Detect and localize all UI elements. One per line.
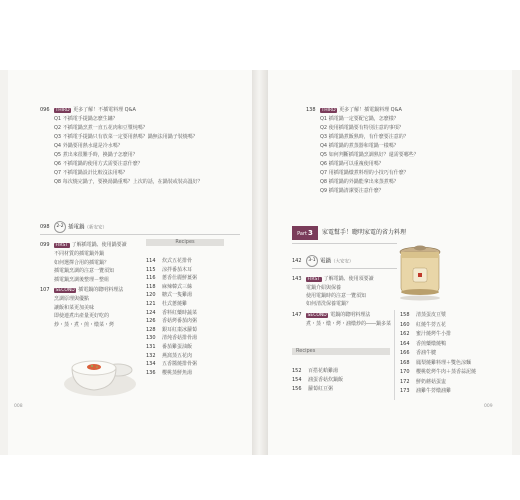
recipe-page-num: 114: [146, 258, 156, 264]
qa-item: Q4 插電鍋的煮蒸器和電鍋一樣嗎？: [320, 143, 399, 149]
recipe-name: 五香醬燒排骨粥: [162, 361, 198, 368]
qa-item: Q9 插電鍋清潔要注意什麼？: [320, 188, 384, 194]
recipe-page-num: 162: [400, 331, 410, 337]
chapter-title: 電鍋: [320, 258, 332, 265]
qa-title: 更多了解！不插電料理 Q&A: [73, 107, 136, 113]
qa-item: Q2 使用插電鍋要有特別注意的事項？: [320, 125, 404, 131]
chapter-subtitle: （新安安）: [84, 225, 108, 231]
recipe-page-num: 166: [400, 350, 410, 356]
qa-item: Q3 不插電手提鍋只有放菜一定要用熱嗎？鍋無法用鍋子裝燒嗎？: [54, 134, 198, 140]
rice-cooker-image: [398, 240, 442, 302]
book-gutter: [252, 70, 268, 455]
first-item: 如何清洗保養電鍋？: [306, 301, 352, 307]
recipe-page-num: 134: [146, 361, 156, 368]
first-title: 了解電鍋、使用須要讀: [323, 276, 374, 282]
recipe-page-num: 132: [146, 352, 156, 359]
qa-heading: [320, 107, 402, 113]
qa-item: Q8 每次燒完鍋子，要換湯鍋重嗎？上次的話，在鍋裝或裝高溫好？: [54, 179, 203, 185]
first-heading: [54, 242, 127, 248]
first-item: 插電鍋烹調的注意一覽須知: [54, 268, 115, 274]
recipe-name: 櫻桃乾烤牛肉＋蒸香蒜泥燒: [416, 369, 477, 375]
recipe-page-num: 116: [146, 275, 156, 282]
recipe-page-num: 172: [400, 378, 410, 385]
recipe-name: 滷蛋香菇炊鍋飯: [308, 377, 344, 383]
second-item: 即使連煮出產量更好吃的: [54, 313, 110, 319]
recipe-page-num: 168: [400, 359, 410, 366]
part-divider: [292, 243, 397, 244]
chapter-heading: [306, 255, 354, 267]
recipe-page-num: 173: [400, 388, 410, 394]
section-tag: SECOND: [307, 313, 327, 318]
qa-item: Q5 煮出來很難手時，換鍋子怎麼用？: [54, 152, 138, 158]
second-title: 電鍋的聰明料理法: [330, 312, 371, 318]
recipe-page-num: 154: [292, 377, 302, 383]
chapter-heading: [54, 221, 107, 233]
recipe-name: 清蒸蛋皮豆漿: [416, 312, 447, 318]
first-item: 不同材質的插電鍋外鍋: [54, 251, 105, 257]
chapter-title: 插電鍋: [68, 224, 85, 231]
chapter-subtitle: （大安安）: [331, 259, 354, 265]
recipe-name: 蘿蔔紅豆粥: [308, 386, 334, 392]
first-page-num: 099: [40, 242, 50, 248]
qa-item: Q1 不插電手提鍋怎麼生鏽？: [54, 116, 118, 122]
chapter-divider: [292, 268, 397, 269]
qa-item: Q6 插電鍋可以重複使用嗎？: [320, 161, 384, 167]
first-page-num: 143: [292, 276, 302, 282]
part-title: 家電幫手！聰明家電的省力料理: [322, 229, 407, 236]
qa-item: Q7 不插電鍋設計比較沒法用嗎？: [54, 170, 128, 176]
qa-item: Q3 插電鍋煮飯熟時，有什麼要注意的？: [320, 134, 409, 140]
recipe-page-num: 120: [146, 292, 156, 299]
qa-item: Q4 外鍋要用熱水還是冷水嗎？: [54, 143, 123, 149]
first-title: 了解插電鍋、使用鍋要讀: [71, 242, 127, 248]
qa-item: Q8 插電鍋的外鍋能拿出來蒸煮嗎？: [320, 179, 399, 185]
qa-item: Q7 用插電鍋燉煮料理的小技巧有什麼？: [320, 170, 409, 176]
section-tag: THIRD: [321, 108, 336, 113]
recipe-page-num: 126: [146, 318, 156, 325]
recipe-page-num: 131: [146, 344, 156, 350]
recipe-name: 炊式五花排骨: [162, 258, 193, 264]
recipe-name: 香滷牛腱: [416, 350, 437, 356]
recipe-page-num: 115: [146, 266, 156, 273]
second-item: 炒・蒸・煮・煎・燉菜・烤: [54, 321, 115, 328]
recipe-page-num: 136: [146, 369, 156, 376]
second-page-num: 147: [292, 312, 302, 318]
chapter-page-num: 098: [40, 224, 50, 230]
qa-page-num: 138: [306, 107, 316, 113]
recipe-page-num: 121: [146, 301, 156, 307]
recipes-column-divider: [394, 310, 395, 400]
section-tag: FIRST: [55, 243, 69, 248]
section-tag: THIRD: [55, 108, 70, 113]
recipe-name: 燕窩蒸五花肉: [162, 352, 193, 359]
second-page-num: 107: [40, 287, 50, 293]
right-page-number: 009: [484, 404, 493, 409]
rice-bowl-image: [60, 340, 140, 400]
first-item: 如何選擇合用的插電鍋？: [54, 259, 110, 266]
second-heading: [54, 287, 123, 293]
chapter-number: 2-2: [54, 221, 66, 233]
recipe-name: 櫻桃蒸鮮魚湯: [162, 369, 193, 376]
second-item: 烹調原理與優點: [54, 296, 90, 302]
section-tag: FIRST: [307, 277, 321, 282]
recipe-name: 香料紅藥時蔬菜: [162, 309, 198, 316]
qa-item: Q5 如何判斷插電鍋烹調熟好？還需要哪些？: [320, 152, 419, 158]
recipe-name: 百搭花蛤雞湯: [308, 368, 339, 374]
recipe-page-num: 158: [400, 312, 410, 318]
first-item: 使用電鍋時的注意一覽須知: [306, 293, 367, 299]
section-tag: SECOND: [55, 288, 75, 293]
recipe-page-num: 118: [146, 283, 156, 290]
recipe-name: 清炖香菇排骨湯: [162, 335, 198, 342]
recipe-page-num: 124: [146, 309, 156, 316]
recipes-label: Recipes: [292, 348, 390, 355]
recipe-page-num: 152: [292, 368, 302, 374]
part-label: Part: [297, 231, 307, 237]
recipe-name: 香煎藥燉燒鴨: [416, 340, 447, 347]
recipe-name: 滷雞牛蒡燉滷雞: [416, 388, 452, 394]
qa-title: 更多了解！插電鍋料理 Q&A: [339, 107, 402, 113]
recipe-page-num: 130: [146, 335, 156, 342]
recipe-name: 鮮奶蘑菇蛋盅: [416, 378, 447, 385]
recipe-name: 番茄雞蛋油飯: [162, 344, 193, 350]
recipe-name: 紅燒牛蒡五花: [416, 321, 447, 328]
chapter-number: 3-1: [306, 255, 318, 267]
recipe-name: 鳳梨燒雞料理＋雙色涼麵: [416, 359, 472, 366]
recipe-name: 麻辣韓式三絲: [162, 283, 193, 290]
recipe-page-num: 170: [400, 369, 410, 375]
recipe-name: 蜜汁燒烤牛小排: [416, 331, 452, 337]
part-badge: [292, 226, 318, 240]
recipe-name: 杜式蔥燒雞: [162, 301, 188, 307]
recipe-page-num: 164: [400, 340, 410, 347]
qa-heading: [54, 107, 136, 113]
left-page-number: 008: [14, 404, 23, 409]
second-heading: [306, 312, 370, 318]
qa-page-num: 096: [40, 107, 50, 113]
qa-item: Q1 插電鍋一定要配它鍋，怎麼樣？: [320, 116, 399, 122]
first-heading: [306, 276, 374, 282]
chapter-divider: [40, 234, 240, 235]
first-item: 電鍋介紹與保養: [306, 285, 342, 291]
second-item: 煮・蒸・燉・烤・滷燉炒的――鍋多菜: [306, 321, 392, 327]
second-item: 讓飯和菜更加美味: [54, 304, 95, 311]
recipe-page-num: 160: [400, 321, 410, 328]
part-number: 3: [308, 229, 313, 237]
recipe-name: 銀耳紅棗冰蘿蔔: [162, 326, 198, 333]
recipe-name: 香菇烤番茄肉粥: [162, 318, 198, 325]
chapter-page-num: 142: [292, 258, 302, 264]
recipe-page-num: 156: [292, 386, 302, 392]
second-title: 插電鍋的聰明料理法: [78, 287, 124, 293]
recipe-name: 涼拌番茄木耳: [162, 266, 193, 273]
first-item: 插電鍋烹調後整理－整組: [54, 276, 110, 283]
qa-item: Q2 不插電鍋烹煮一直五花肉和豆漿炖嗎？: [54, 125, 148, 131]
recipes-label: Recipes: [146, 239, 224, 246]
recipe-name: 糖式一隻雞湯: [162, 292, 193, 299]
recipe-name: 蔥香仕麗鮮薑粥: [162, 275, 198, 282]
qa-item: Q6 不插電鍋的使用方式需要注意什麼？: [54, 161, 143, 167]
recipe-page-num: 128: [146, 326, 156, 333]
